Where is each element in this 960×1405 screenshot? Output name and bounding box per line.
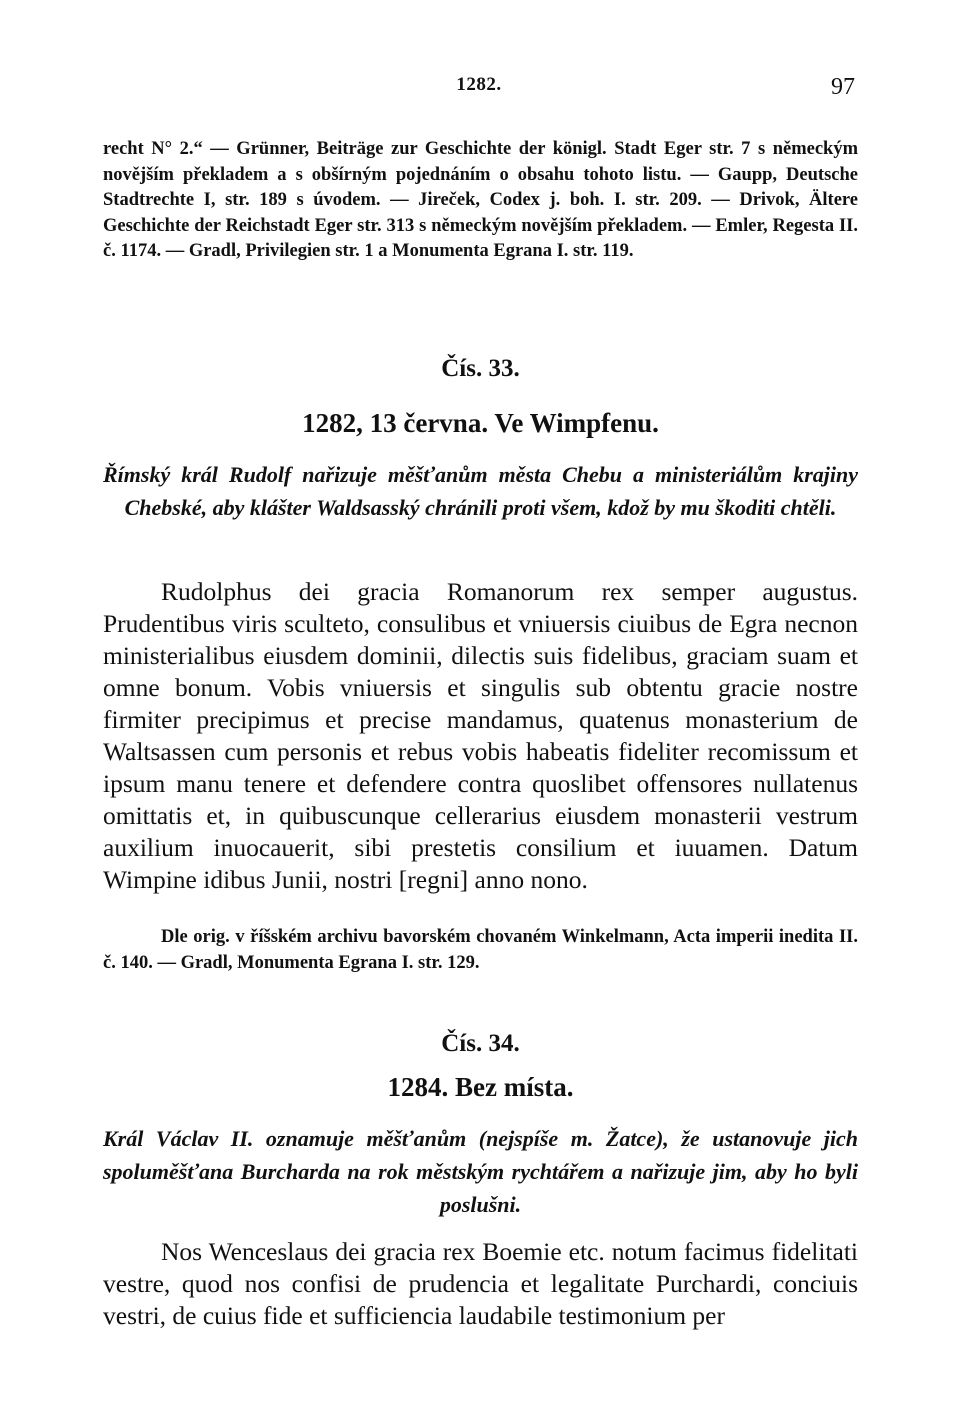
page-header <box>103 74 855 104</box>
document-regest: Římský král Rudolf nařizuje měšťanům města Chebu a ministeriálům krajiny Chebské, aby klášter Waldsasský chránili proti všem, kdož by mu škoditi chtěli. <box>103 462 858 520</box>
page-number: 97 <box>831 74 855 100</box>
document-number: Čís. 33. <box>441 355 520 382</box>
document-number: Čís. 34. <box>441 1030 520 1057</box>
document-source-note: Dle orig. v říšském archivu bavorském chovaném Winkelmann, Acta imperii inedita II. č. 140. — Gradl, Monumenta Egrana I. str. 129. <box>103 927 858 973</box>
document-date-place: 1282, 13 června. Ve Wimpfenu. <box>302 408 659 438</box>
document-date-place: 1284. Bez místa. <box>387 1072 574 1102</box>
document-text: Rudolphus dei gracia Romanorum rex semper augustus. Prudentibus viris sculteto, consulibus et vniuersis ciuibus de Egra necnon ministerialibus eiusdem dominii, dilectis suis fidelibus, graciam suam et omne bonum. Vobis vniuersis et singulis sub obtentu gracie nostre firmiter precipimus et precise mandamus, quatenus monasterium de Waltsassen cum personis et rebus vobis habeatis fideliter recomissum et ipsum manu tenere et defendere contra quoslibet offensores nullatenus omittatis et, in quibuscunque cellerarius eiusdem monasterii vestrum auxilium inuocauerit, sibi prestetis consilium et iuuamen. Datum Wimpine idibus Junii, nostri [regni] anno nono. <box>103 577 858 894</box>
top-bibliographic-note: recht N° 2.“ — Grünner, Beiträge zur Geschichte der königl. Stadt Eger str. 7 s německým novějším překladem a s obšírným pojednáním o obsahu tohoto listu. — Gaupp, Deutsche Stadtrechte I, str. 189 s úvodem. — Jireček, Codex j. boh. I. str. 209. — Drivok, Ältere Geschichte der Reichstadt Eger str. 313 s německým novějším překladem. — Emler, Regesta II. č. 1174. — Gradl, Privilegien str. 1 a Monumenta Egrana I. str. 119. <box>103 139 858 261</box>
document-text: Nos Wenceslaus dei gracia rex Boemie etc. notum facimus fidelitati vestre, quod nos confisi de prudencia et legalitate Purchardi, conciuis vestri, de cuius fide et sufficiencia laudabile testimonium per <box>103 1237 858 1330</box>
header-year: 1282. <box>456 74 502 95</box>
document-regest: Král Václav II. oznamuje měšťanům (nejspíše m. Žatce), že ustanovuje jich spoluměšťana Burcharda na rok městským rychtářem a nařizuje jim, aby ho byli poslušni. <box>103 1126 858 1217</box>
